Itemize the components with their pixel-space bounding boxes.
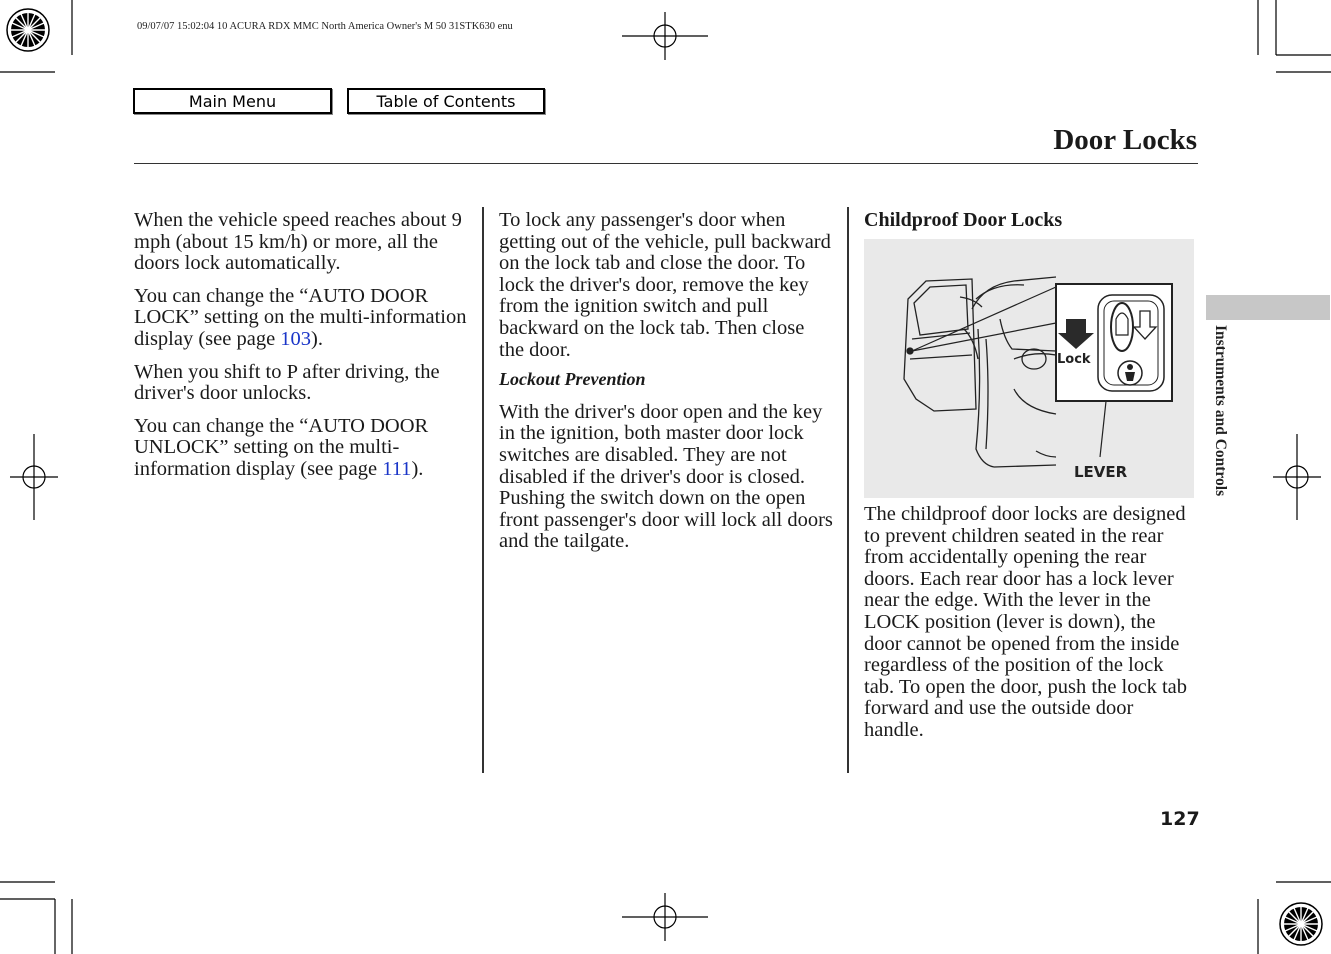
- column-3: [864, 210, 1198, 243]
- paragraph: You can change the “AUTO DOOR LOCK” setting on the multi-information display (see page 103).: [134, 284, 467, 350]
- page-link-111[interactable]: 111: [382, 457, 412, 480]
- paragraph: You can change the “AUTO DOOR UNLOCK” setting on the multi-information display (see page 111).: [134, 414, 429, 480]
- paragraph: With the driver's door open and the key in the ignition, both master door lock switches are disabled. They are not disabled if the driver's door is closed. Pushing the switch down on the open front passenger's door will lock all doors and the tailgate.: [499, 400, 833, 553]
- column-divider: [847, 207, 849, 773]
- page-link-103[interactable]: 103: [280, 327, 312, 350]
- subheading-lockout-prevention: Lockout Prevention: [499, 369, 646, 390]
- lever-label: LEVER: [1074, 463, 1128, 481]
- paragraph: When you shift to P after driving, the driver's door unlocks.: [134, 360, 440, 405]
- column-3-body: [864, 504, 1198, 753]
- page-number: 127: [1160, 808, 1200, 830]
- paragraph: When the vehicle speed reaches about 9 mph (about 15 km/h) or more, all the doors lock automatically.: [134, 209, 462, 275]
- paragraph: To lock any passenger's door when getting out of the vehicle, pull backward on the lock tab and close the door. To lock the driver's door, remove the key from the ignition switch and pull backward on the lock tab. Then close the door.: [499, 209, 831, 361]
- childproof-lock-figure: [864, 239, 1194, 498]
- section-heading: Childproof Door Locks: [864, 209, 1063, 231]
- paragraph: The childproof door locks are designed to prevent children seated in the rear from accidentally opening the rear doors. Each rear door has a lock lever near the edge. With the lever in the LOCK position (lever is down), the door cannot be opened from the inside regardless of the position of the lock tab. To open the door, push the lock tab forward and use the outside door handle.: [864, 503, 1188, 741]
- column-1: [134, 210, 469, 492]
- main-menu-button[interactable]: Main Menu: [133, 88, 332, 114]
- column-2: [499, 210, 834, 564]
- lock-label: Lock: [1057, 352, 1091, 367]
- section-tab-label: Instruments and Controls: [1212, 325, 1229, 497]
- column-divider: [482, 207, 484, 773]
- car-door-illustration: [864, 239, 1194, 498]
- page-title: Door Locks: [1053, 124, 1197, 156]
- print-header: 09/07/07 15:02:04 10 ACURA RDX MMC North America Owner's M 50 31STK630 enu: [137, 21, 513, 32]
- title-divider: [134, 163, 1198, 164]
- table-of-contents-button[interactable]: Table of Contents: [347, 88, 545, 114]
- section-tab-marker: [1206, 295, 1330, 320]
